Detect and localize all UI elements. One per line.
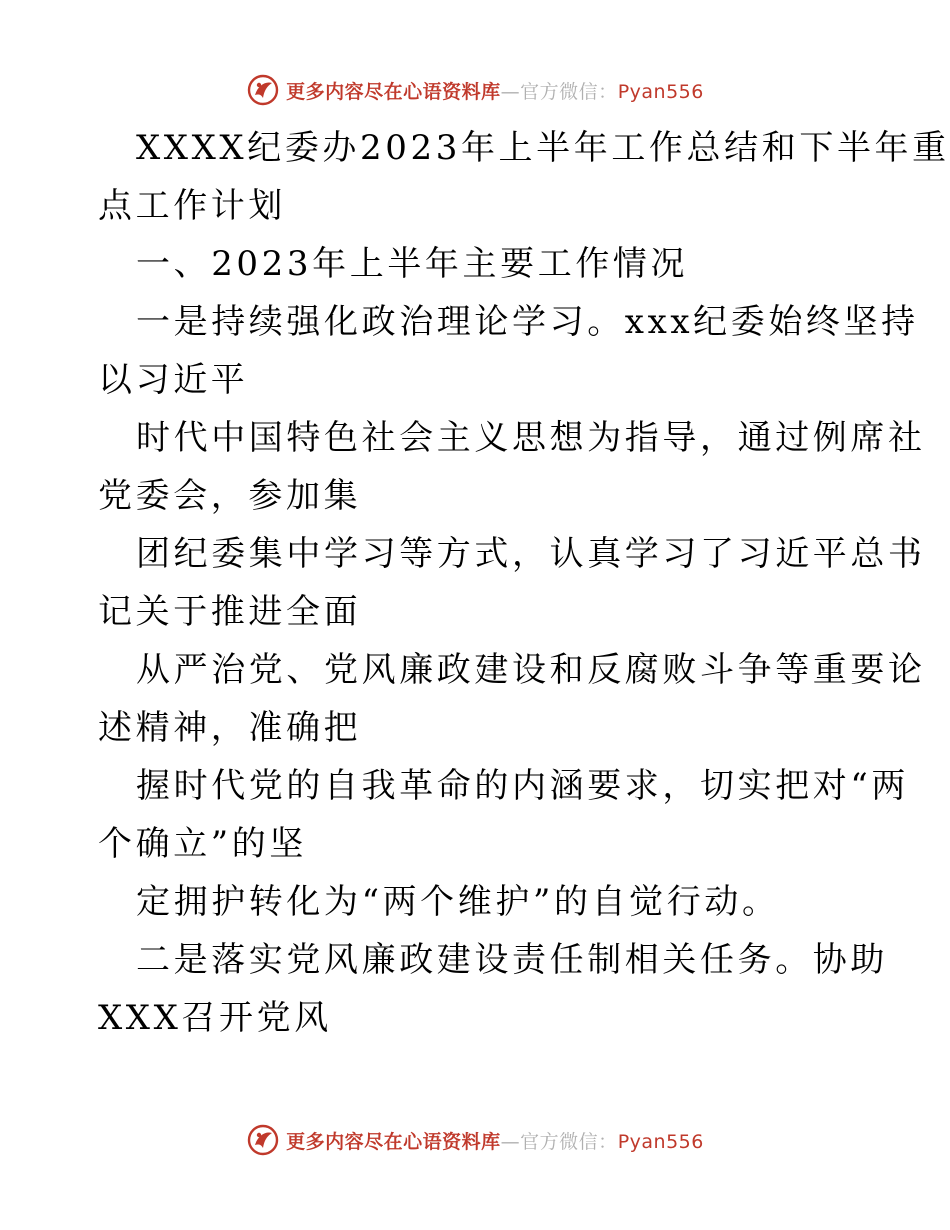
- document-body: [98, 119, 950, 1047]
- watermark-brand: 更多内容尽在心语资料库: [286, 1130, 501, 1153]
- document-line: 团纪委集中学习等方式，认真学习了习近平总书: [136, 534, 926, 574]
- document-line: 一是持续强化政治理论学习。xxx纪委始终坚持: [136, 302, 919, 342]
- document-line: XXX召开党风: [98, 998, 332, 1038]
- document-line: 二是落实党风廉政建设责任制相关任务。协助: [136, 940, 888, 980]
- footer-watermark: [0, 1120, 950, 1160]
- watermark-account: Pyan556: [617, 80, 704, 103]
- document-line: XXXX纪委办2023年上半年工作总结和下半年重: [136, 128, 950, 168]
- document-line: 记关于推进全面: [98, 592, 362, 632]
- document-line: 个确立”的坚: [98, 824, 307, 864]
- watermark-separator: —: [500, 80, 521, 103]
- document-line: 定拥护转化为“两个维护”的自觉行动。: [136, 882, 780, 922]
- watermark-label: 官方微信：: [520, 80, 618, 103]
- document-line: 握时代党的自我革命的内涵要求，切实把对“两: [136, 766, 909, 806]
- document-line: 述精神，准确把: [98, 708, 362, 748]
- document-line: 时代中国特色社会主义思想为指导，通过例席社: [136, 418, 926, 458]
- document-line: 党委会，参加集: [98, 476, 362, 516]
- flower-seal-icon: [246, 73, 280, 107]
- flower-seal-icon: [246, 1123, 280, 1157]
- document-line: 一、2023年上半年主要工作情况: [136, 244, 689, 284]
- watermark-account: Pyan556: [617, 1130, 704, 1153]
- document-line: 从严治党、党风廉政建设和反腐败斗争等重要论: [136, 650, 926, 690]
- watermark-brand: 更多内容尽在心语资料库: [286, 80, 501, 103]
- header-watermark: [0, 70, 950, 110]
- document-line: 以习近平: [98, 360, 249, 400]
- watermark-separator: —: [500, 1130, 521, 1153]
- watermark-label: 官方微信：: [520, 1130, 618, 1153]
- document-line: 点工作计划: [98, 186, 286, 226]
